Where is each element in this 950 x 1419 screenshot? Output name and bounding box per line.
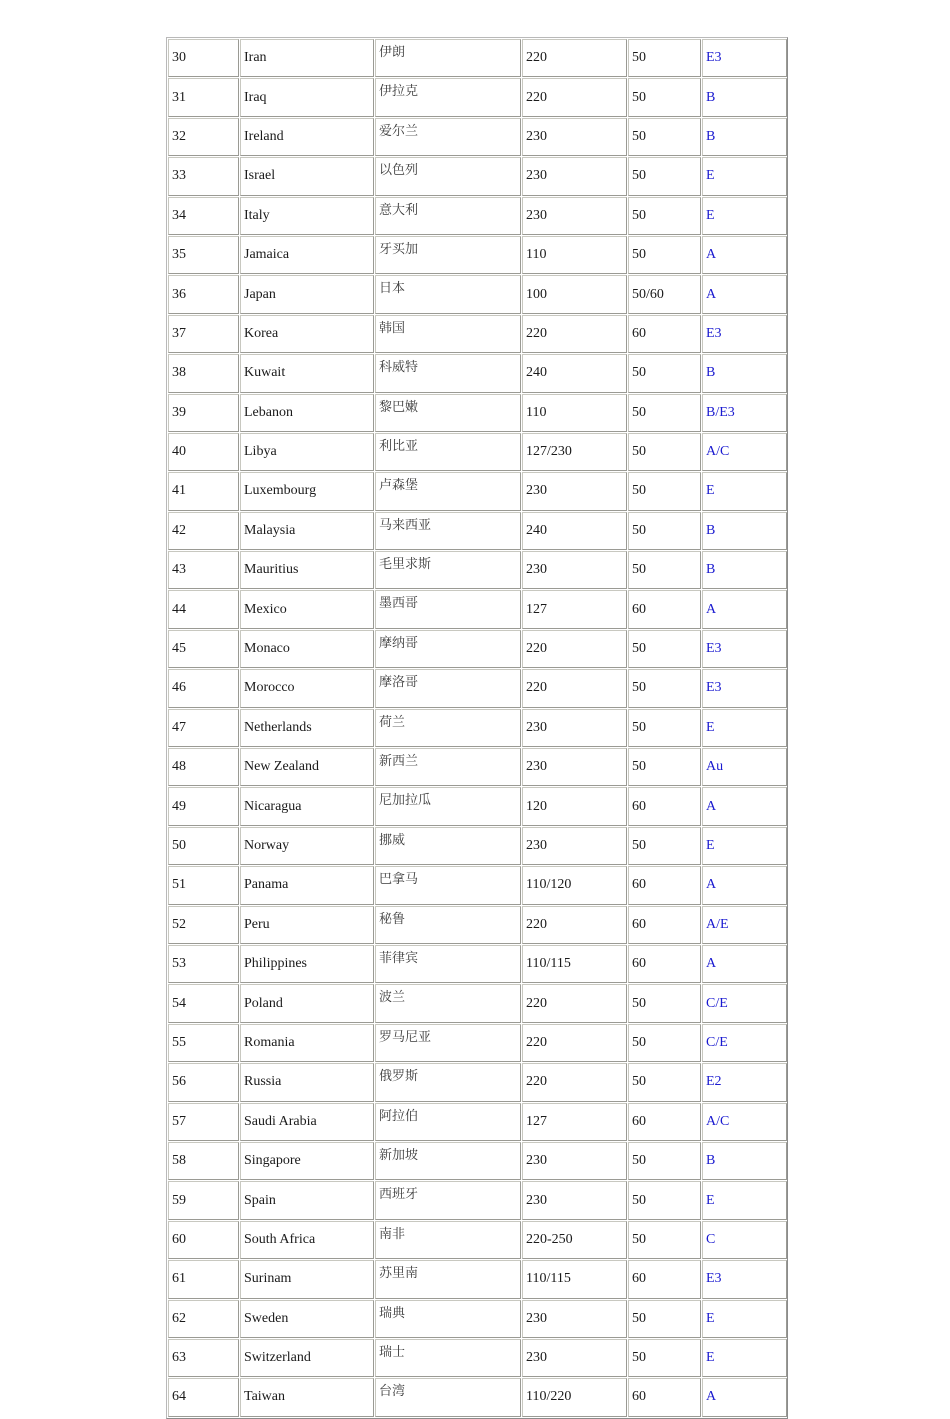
row-number-cell: 40 <box>168 433 239 471</box>
row-number-cell: 47 <box>168 709 239 747</box>
country-name-cell: Malaysia <box>240 512 374 550</box>
table-row <box>168 590 787 628</box>
country-chinese-name-cell: 意大利 <box>375 197 521 235</box>
table-row <box>168 1063 787 1101</box>
country-name-cell: Kuwait <box>240 354 374 392</box>
plug-type-link-cell[interactable]: E3 <box>702 39 787 77</box>
table-row <box>168 78 787 116</box>
voltage-cell: 220 <box>522 906 627 944</box>
row-number-cell: 52 <box>168 906 239 944</box>
country-chinese-name-cell: 菲律宾 <box>375 945 521 983</box>
frequency-cell: 50 <box>628 1339 701 1377</box>
country-name-cell: Monaco <box>240 630 374 668</box>
voltage-cell: 127/230 <box>522 433 627 471</box>
voltage-cell: 110 <box>522 236 627 274</box>
country-name-cell: Russia <box>240 1063 374 1101</box>
plug-type-link-cell[interactable]: E <box>702 1181 787 1219</box>
voltage-cell: 220 <box>522 984 627 1022</box>
plug-type-link-cell[interactable]: B <box>702 1142 787 1180</box>
plug-type-link-cell[interactable]: A <box>702 787 787 825</box>
table-row <box>168 315 787 353</box>
table-row <box>168 1103 787 1141</box>
frequency-cell: 60 <box>628 945 701 983</box>
country-name-cell: South Africa <box>240 1221 374 1259</box>
voltage-cell: 110/120 <box>522 866 627 904</box>
country-name-cell: Singapore <box>240 1142 374 1180</box>
table-row <box>168 945 787 983</box>
plug-type-link-cell[interactable]: E <box>702 827 787 865</box>
country-chinese-name-cell: 牙买加 <box>375 236 521 274</box>
plug-type-link-cell[interactable]: A/C <box>702 433 787 471</box>
country-chinese-name-cell: 日本 <box>375 275 521 313</box>
row-number-cell: 62 <box>168 1300 239 1338</box>
table-row <box>168 630 787 668</box>
voltage-cell: 127 <box>522 1103 627 1141</box>
voltage-cell: 230 <box>522 551 627 589</box>
voltage-cell: 230 <box>522 1339 627 1377</box>
country-name-cell: Saudi Arabia <box>240 1103 374 1141</box>
voltage-cell: 220 <box>522 1024 627 1062</box>
row-number-cell: 39 <box>168 394 239 432</box>
table-body <box>168 39 787 1417</box>
frequency-cell: 50 <box>628 1181 701 1219</box>
voltage-cell: 230 <box>522 1181 627 1219</box>
country-chinese-name-cell: 摩纳哥 <box>375 630 521 668</box>
voltage-cell: 220-250 <box>522 1221 627 1259</box>
row-number-cell: 42 <box>168 512 239 550</box>
table-row <box>168 1339 787 1377</box>
country-name-cell: Korea <box>240 315 374 353</box>
row-number-cell: 48 <box>168 748 239 786</box>
voltage-cell: 110/115 <box>522 1260 627 1298</box>
voltage-cell: 230 <box>522 748 627 786</box>
country-name-cell: New Zealand <box>240 748 374 786</box>
country-voltage-table <box>167 38 788 1418</box>
frequency-cell: 50 <box>628 1300 701 1338</box>
row-number-cell: 46 <box>168 669 239 707</box>
plug-type-link-cell[interactable]: E2 <box>702 1063 787 1101</box>
table-row <box>168 512 787 550</box>
frequency-cell: 50 <box>628 512 701 550</box>
country-name-cell: Netherlands <box>240 709 374 747</box>
country-name-cell: Ireland <box>240 118 374 156</box>
country-name-cell: Norway <box>240 827 374 865</box>
country-chinese-name-cell: 荷兰 <box>375 709 521 747</box>
voltage-cell: 220 <box>522 630 627 668</box>
country-chinese-name-cell: 科威特 <box>375 354 521 392</box>
plug-type-link-cell[interactable]: E <box>702 157 787 195</box>
plug-type-link-cell[interactable]: Au <box>702 748 787 786</box>
voltage-cell: 110/220 <box>522 1378 627 1416</box>
table-row <box>168 551 787 589</box>
country-chinese-name-cell: 西班牙 <box>375 1181 521 1219</box>
frequency-cell: 50 <box>628 354 701 392</box>
table-row <box>168 39 787 77</box>
frequency-cell: 60 <box>628 906 701 944</box>
row-number-cell: 60 <box>168 1221 239 1259</box>
table-row <box>168 827 787 865</box>
frequency-cell: 50 <box>628 236 701 274</box>
plug-type-link-cell[interactable]: B/E3 <box>702 394 787 432</box>
row-number-cell: 35 <box>168 236 239 274</box>
country-chinese-name-cell: 波兰 <box>375 984 521 1022</box>
voltage-cell: 220 <box>522 1063 627 1101</box>
country-name-cell: Morocco <box>240 669 374 707</box>
country-chinese-name-cell: 利比亚 <box>375 433 521 471</box>
frequency-cell: 60 <box>628 1103 701 1141</box>
voltage-cell: 230 <box>522 827 627 865</box>
country-chinese-name-cell: 罗马尼亚 <box>375 1024 521 1062</box>
plug-type-link-cell[interactable]: E <box>702 709 787 747</box>
row-number-cell: 33 <box>168 157 239 195</box>
frequency-cell: 50 <box>628 1221 701 1259</box>
frequency-cell: 50 <box>628 39 701 77</box>
table-row <box>168 197 787 235</box>
plug-type-link-cell[interactable]: E3 <box>702 1260 787 1298</box>
country-name-cell: Italy <box>240 197 374 235</box>
plug-type-link-cell[interactable]: E <box>702 1339 787 1377</box>
plug-type-link-cell[interactable]: E <box>702 472 787 510</box>
country-chinese-name-cell: 巴拿马 <box>375 866 521 904</box>
table-row <box>168 1181 787 1219</box>
row-number-cell: 50 <box>168 827 239 865</box>
table-row <box>168 1260 787 1298</box>
frequency-cell: 50 <box>628 748 701 786</box>
plug-type-link-cell[interactable]: A <box>702 945 787 983</box>
voltage-cell: 240 <box>522 512 627 550</box>
row-number-cell: 54 <box>168 984 239 1022</box>
country-name-cell: Romania <box>240 1024 374 1062</box>
country-name-cell: Iran <box>240 39 374 77</box>
country-chinese-name-cell: 卢森堡 <box>375 472 521 510</box>
frequency-cell: 60 <box>628 590 701 628</box>
country-name-cell: Lebanon <box>240 394 374 432</box>
voltage-cell: 230 <box>522 1142 627 1180</box>
country-name-cell: Luxembourg <box>240 472 374 510</box>
table-row <box>168 1300 787 1338</box>
table-row <box>168 236 787 274</box>
voltage-cell: 220 <box>522 315 627 353</box>
plug-type-link-cell[interactable]: B <box>702 118 787 156</box>
table-row <box>168 394 787 432</box>
row-number-cell: 32 <box>168 118 239 156</box>
plug-type-link-cell[interactable]: C <box>702 1221 787 1259</box>
frequency-cell: 60 <box>628 315 701 353</box>
plug-type-link-cell[interactable]: C/E <box>702 1024 787 1062</box>
row-number-cell: 41 <box>168 472 239 510</box>
voltage-table-container <box>166 37 788 1419</box>
row-number-cell: 49 <box>168 787 239 825</box>
plug-type-link-cell[interactable]: B <box>702 354 787 392</box>
country-name-cell: Nicaragua <box>240 787 374 825</box>
plug-type-link-cell[interactable]: E <box>702 1300 787 1338</box>
frequency-cell: 50 <box>628 1024 701 1062</box>
country-chinese-name-cell: 黎巴嫩 <box>375 394 521 432</box>
row-number-cell: 43 <box>168 551 239 589</box>
country-chinese-name-cell: 以色列 <box>375 157 521 195</box>
voltage-cell: 220 <box>522 39 627 77</box>
row-number-cell: 61 <box>168 1260 239 1298</box>
frequency-cell: 60 <box>628 787 701 825</box>
country-chinese-name-cell: 新加坡 <box>375 1142 521 1180</box>
frequency-cell: 50 <box>628 669 701 707</box>
country-chinese-name-cell: 阿拉伯 <box>375 1103 521 1141</box>
country-chinese-name-cell: 瑞典 <box>375 1300 521 1338</box>
country-name-cell: Iraq <box>240 78 374 116</box>
country-chinese-name-cell: 俄罗斯 <box>375 1063 521 1101</box>
frequency-cell: 50 <box>628 433 701 471</box>
frequency-cell: 60 <box>628 1260 701 1298</box>
country-name-cell: Taiwan <box>240 1378 374 1416</box>
row-number-cell: 31 <box>168 78 239 116</box>
plug-type-link-cell[interactable]: A/C <box>702 1103 787 1141</box>
frequency-cell: 50 <box>628 630 701 668</box>
frequency-cell: 50/60 <box>628 275 701 313</box>
table-row <box>168 1142 787 1180</box>
voltage-cell: 100 <box>522 275 627 313</box>
country-chinese-name-cell: 瑞士 <box>375 1339 521 1377</box>
table-row <box>168 787 787 825</box>
country-chinese-name-cell: 新西兰 <box>375 748 521 786</box>
row-number-cell: 34 <box>168 197 239 235</box>
voltage-cell: 230 <box>522 157 627 195</box>
table-row <box>168 906 787 944</box>
country-name-cell: Philippines <box>240 945 374 983</box>
table-row <box>168 472 787 510</box>
country-chinese-name-cell: 苏里南 <box>375 1260 521 1298</box>
table-row <box>168 354 787 392</box>
row-number-cell: 63 <box>168 1339 239 1377</box>
voltage-cell: 110/115 <box>522 945 627 983</box>
country-name-cell: Israel <box>240 157 374 195</box>
row-number-cell: 38 <box>168 354 239 392</box>
table-row <box>168 1378 787 1416</box>
voltage-cell: 220 <box>522 78 627 116</box>
country-chinese-name-cell: 墨西哥 <box>375 590 521 628</box>
country-chinese-name-cell: 毛里求斯 <box>375 551 521 589</box>
voltage-cell: 230 <box>522 197 627 235</box>
voltage-cell: 230 <box>522 472 627 510</box>
table-row <box>168 275 787 313</box>
frequency-cell: 50 <box>628 551 701 589</box>
plug-type-link-cell[interactable]: C/E <box>702 984 787 1022</box>
plug-type-link-cell[interactable]: B <box>702 512 787 550</box>
frequency-cell: 50 <box>628 1142 701 1180</box>
plug-type-link-cell[interactable]: E <box>702 197 787 235</box>
row-number-cell: 64 <box>168 1378 239 1416</box>
table-row <box>168 1221 787 1259</box>
voltage-cell: 240 <box>522 354 627 392</box>
frequency-cell: 50 <box>628 984 701 1022</box>
plug-type-link-cell[interactable]: A <box>702 590 787 628</box>
table-row <box>168 709 787 747</box>
plug-type-link-cell[interactable]: B <box>702 551 787 589</box>
frequency-cell: 50 <box>628 78 701 116</box>
voltage-cell: 230 <box>522 1300 627 1338</box>
plug-type-link-cell[interactable]: B <box>702 78 787 116</box>
country-chinese-name-cell: 马来西亚 <box>375 512 521 550</box>
country-name-cell: Japan <box>240 275 374 313</box>
country-name-cell: Switzerland <box>240 1339 374 1377</box>
table-row <box>168 866 787 904</box>
plug-type-link-cell[interactable]: E3 <box>702 669 787 707</box>
voltage-cell: 110 <box>522 394 627 432</box>
frequency-cell: 60 <box>628 866 701 904</box>
country-chinese-name-cell: 南非 <box>375 1221 521 1259</box>
frequency-cell: 50 <box>628 827 701 865</box>
country-chinese-name-cell: 台湾 <box>375 1378 521 1416</box>
frequency-cell: 50 <box>628 1063 701 1101</box>
table-row <box>168 984 787 1022</box>
row-number-cell: 55 <box>168 1024 239 1062</box>
table-row <box>168 748 787 786</box>
plug-type-link-cell[interactable]: A/E <box>702 906 787 944</box>
voltage-cell: 220 <box>522 669 627 707</box>
table-row <box>168 669 787 707</box>
country-name-cell: Peru <box>240 906 374 944</box>
country-chinese-name-cell: 伊拉克 <box>375 78 521 116</box>
plug-type-link-cell[interactable]: A <box>702 236 787 274</box>
row-number-cell: 30 <box>168 39 239 77</box>
country-name-cell: Surinam <box>240 1260 374 1298</box>
row-number-cell: 37 <box>168 315 239 353</box>
frequency-cell: 50 <box>628 157 701 195</box>
frequency-cell: 50 <box>628 472 701 510</box>
plug-type-link-cell[interactable]: E3 <box>702 630 787 668</box>
row-number-cell: 53 <box>168 945 239 983</box>
row-number-cell: 51 <box>168 866 239 904</box>
row-number-cell: 58 <box>168 1142 239 1180</box>
country-chinese-name-cell: 韩国 <box>375 315 521 353</box>
frequency-cell: 50 <box>628 709 701 747</box>
frequency-cell: 50 <box>628 394 701 432</box>
country-name-cell: Panama <box>240 866 374 904</box>
table-row <box>168 1024 787 1062</box>
frequency-cell: 60 <box>628 1378 701 1416</box>
country-chinese-name-cell: 爱尔兰 <box>375 118 521 156</box>
row-number-cell: 44 <box>168 590 239 628</box>
row-number-cell: 36 <box>168 275 239 313</box>
country-chinese-name-cell: 挪威 <box>375 827 521 865</box>
voltage-cell: 230 <box>522 118 627 156</box>
voltage-cell: 230 <box>522 709 627 747</box>
country-chinese-name-cell: 尼加拉瓜 <box>375 787 521 825</box>
country-chinese-name-cell: 秘鲁 <box>375 906 521 944</box>
country-name-cell: Libya <box>240 433 374 471</box>
country-chinese-name-cell: 摩洛哥 <box>375 669 521 707</box>
voltage-cell: 120 <box>522 787 627 825</box>
plug-type-link-cell[interactable]: A <box>702 275 787 313</box>
row-number-cell: 45 <box>168 630 239 668</box>
table-row <box>168 433 787 471</box>
plug-type-link-cell[interactable]: A <box>702 866 787 904</box>
table-row <box>168 118 787 156</box>
row-number-cell: 59 <box>168 1181 239 1219</box>
plug-type-link-cell[interactable]: E3 <box>702 315 787 353</box>
country-name-cell: Sweden <box>240 1300 374 1338</box>
country-name-cell: Spain <box>240 1181 374 1219</box>
voltage-cell: 127 <box>522 590 627 628</box>
country-chinese-name-cell: 伊朗 <box>375 39 521 77</box>
frequency-cell: 50 <box>628 197 701 235</box>
row-number-cell: 56 <box>168 1063 239 1101</box>
country-name-cell: Jamaica <box>240 236 374 274</box>
country-name-cell: Mexico <box>240 590 374 628</box>
table-row <box>168 157 787 195</box>
plug-type-link-cell[interactable]: A <box>702 1378 787 1416</box>
frequency-cell: 50 <box>628 118 701 156</box>
row-number-cell: 57 <box>168 1103 239 1141</box>
country-name-cell: Poland <box>240 984 374 1022</box>
country-name-cell: Mauritius <box>240 551 374 589</box>
